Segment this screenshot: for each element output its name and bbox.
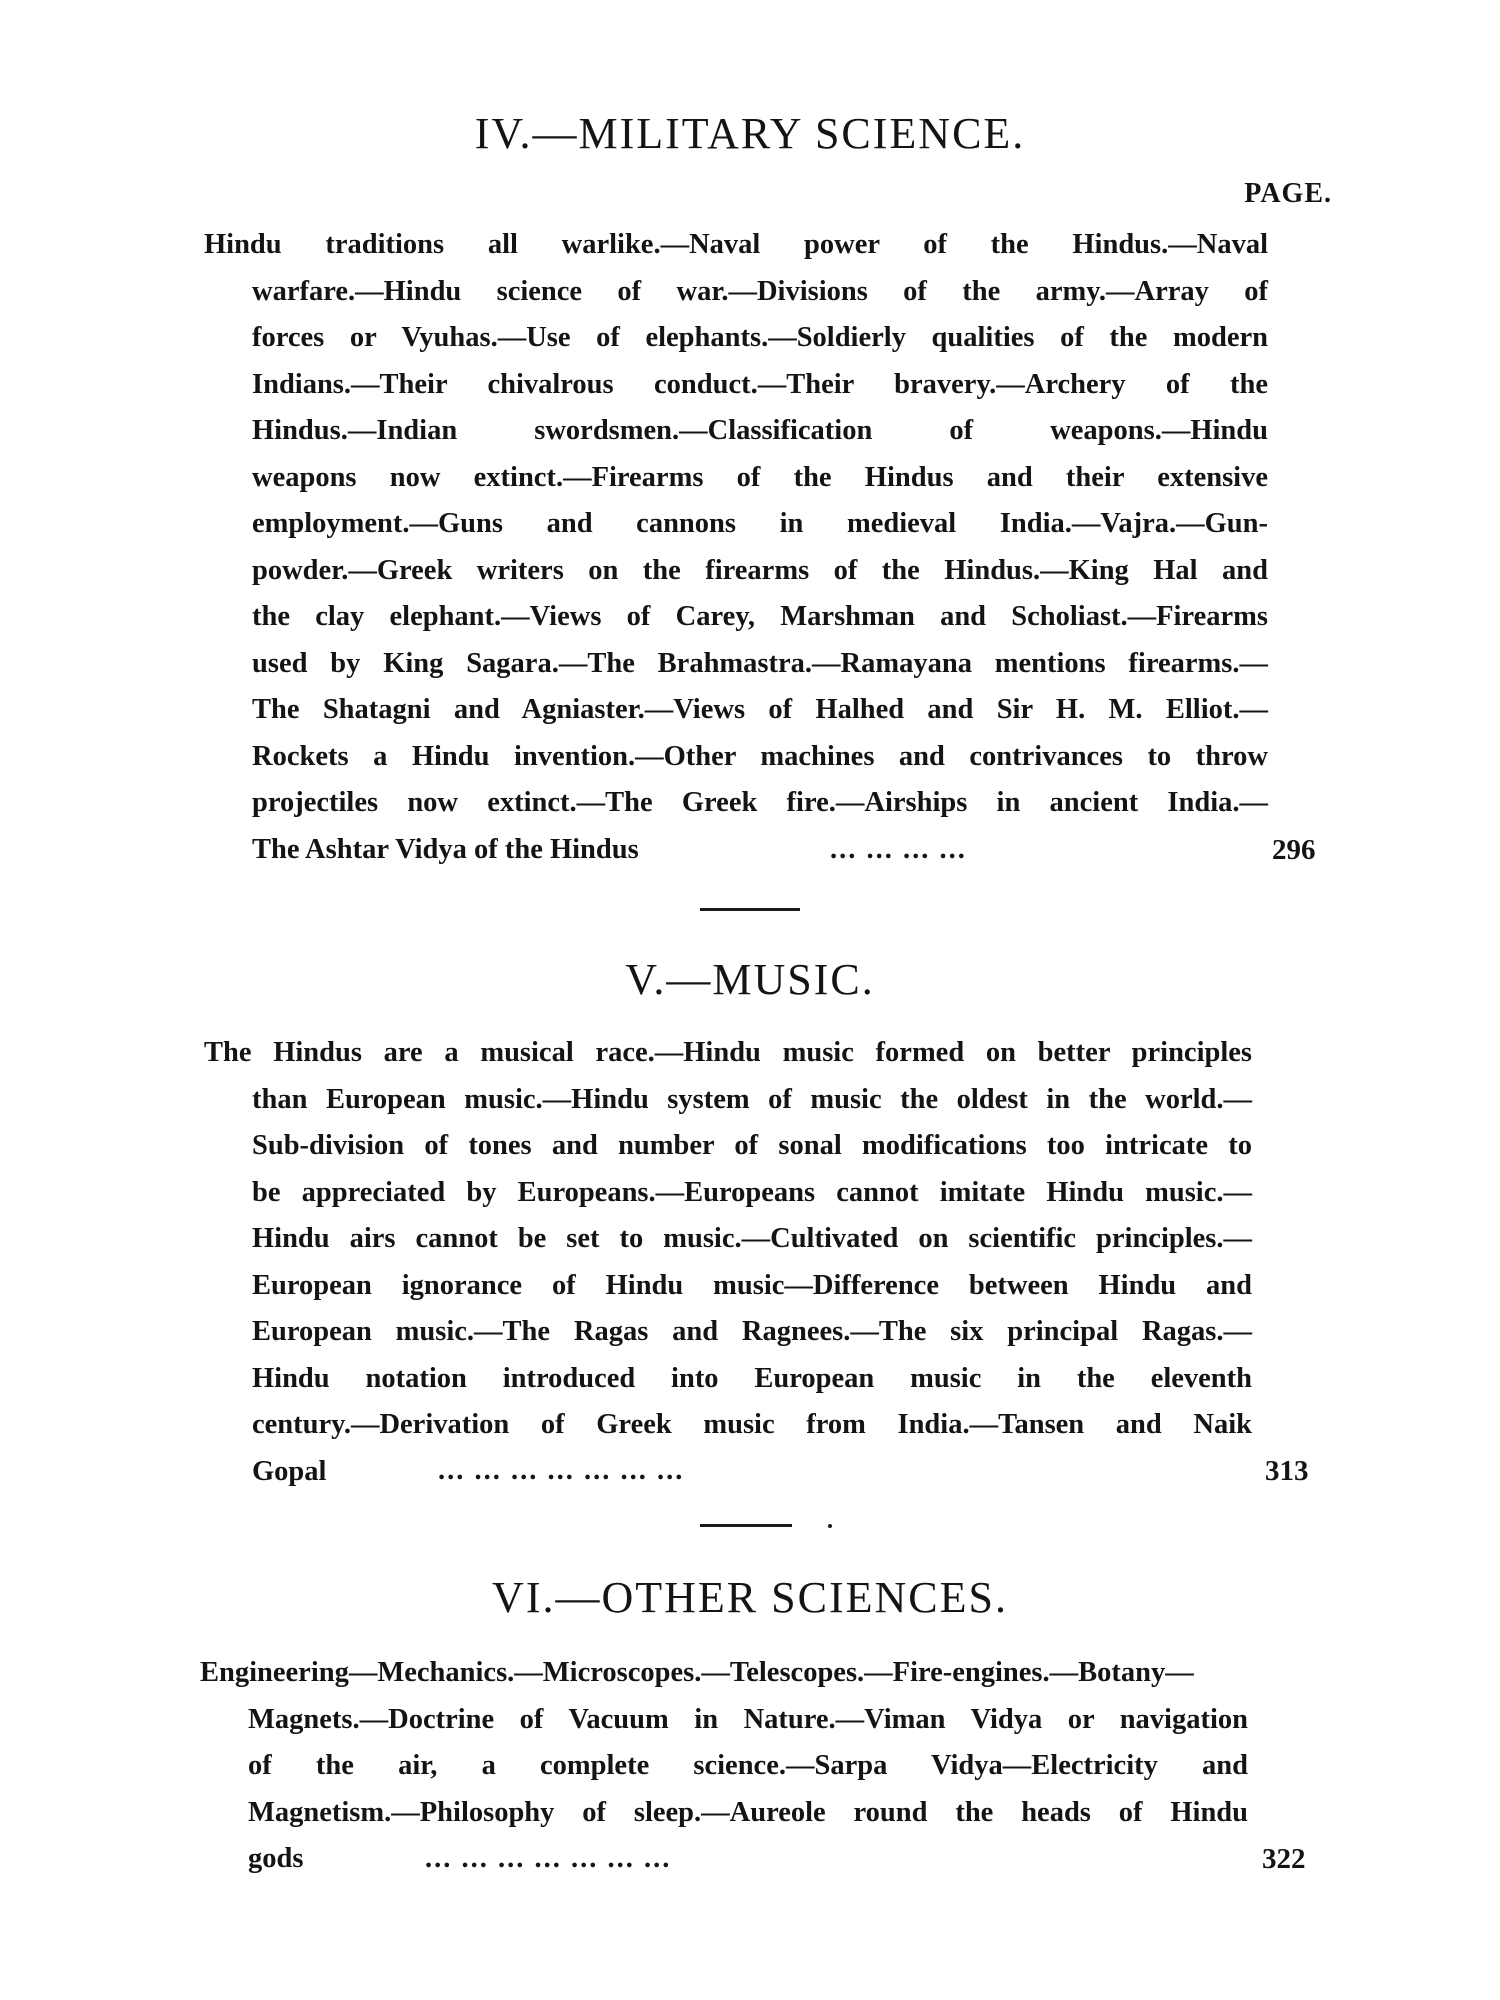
entry-line: European ignorance of Hindu music—Difference between Hindu and xyxy=(252,1269,1252,1301)
entry-line: powder.—Greek writers on the firearms of the Hindus.—King Hal and xyxy=(252,554,1268,586)
page-number: 322 xyxy=(1262,1843,1306,1875)
entry-line: be appreciated by Europeans.—Europeans cannot imitate Hindu music.— xyxy=(252,1176,1252,1208)
section-entry-other-sciences xyxy=(200,1650,1248,1883)
entry-line: projectiles now extinct.—The Greek fire.—Airships in ancient India.— xyxy=(252,787,1268,818)
entry-line: Sub-division of tones and number of sonal modifications too intricate to xyxy=(252,1130,1252,1161)
entry-line: Indians.—Their chivalrous conduct.—Their bravery.—Archery of the xyxy=(252,368,1268,400)
entry-line: gods xyxy=(248,1843,304,1874)
entry-line: Hindu traditions all warlike.—Naval power of the Hindus.—Naval xyxy=(204,229,1268,260)
entry-line: Rockets a Hindu invention.—Other machines and contrivances to throw xyxy=(252,740,1268,772)
page-number: 313 xyxy=(1265,1455,1309,1487)
entry-line: The Shatagni and Agniaster.—Views of Halhed and Sir H. M. Elliot.— xyxy=(252,694,1268,725)
section-heading-music: V.—MUSIC. xyxy=(625,955,875,1004)
section-heading-military-science: IV.—MILITARY SCIENCE. xyxy=(474,109,1026,158)
entry-line: Gopal xyxy=(252,1455,327,1487)
entry-line: European music.—The Ragas and Ragnees.—The six principal Ragas.— xyxy=(252,1316,1252,1347)
entry-line: Hindus.—Indian swordsmen.—Classification of weapons.—Hindu xyxy=(252,415,1268,446)
entry-line: The Ashtar Vidya of the Hindus xyxy=(252,833,639,865)
entry-line: weapons now extinct.—Firearms of the Hindus and their extensive xyxy=(252,461,1268,493)
entry-line: Magnetism.—Philosophy of sleep.—Aureole round the heads of Hindu xyxy=(248,1796,1248,1828)
section-entry-music xyxy=(204,1030,1252,1495)
entry-line: employment.—Guns and cannons in medieval India.—Vajra.—Gun- xyxy=(252,508,1268,539)
dot-leader: ... ... ... ... ... ... ... xyxy=(438,1455,685,1486)
entry-line: Engineering—Mechanics.—Microscopes.—Telescopes.—Fire-engines.—Botany— xyxy=(200,1657,1194,1688)
entry-line: of the air, a complete science.—Sarpa Vidya—Electricity and xyxy=(248,1750,1248,1781)
section-heading-other-sciences: VI.—OTHER SCIENCES. xyxy=(492,1573,1008,1622)
entry-line: the clay elephant.—Views of Carey, Marshman and Scholiast.—Firearms xyxy=(252,601,1268,632)
section-divider xyxy=(700,908,800,911)
entry-line: warfare.—Hindu science of war.—Divisions of the army.—Array of xyxy=(252,275,1268,307)
entry-line: The Hindus are a musical race.—Hindu music formed on better principles xyxy=(204,1037,1252,1068)
entry-line: century.—Derivation of Greek music from India.—Tansen and Naik xyxy=(252,1409,1252,1440)
entry-line: forces or Vyuhas.—Use of elephants.—Soldierly qualities of the modern xyxy=(252,322,1268,353)
entry-line: Hindu airs cannot be set to music.—Cultivated on scientific principles.— xyxy=(252,1223,1252,1254)
section-entry-military-science xyxy=(204,222,1268,873)
entry-line: than European music.—Hindu system of music the oldest in the world.— xyxy=(252,1083,1252,1115)
entry-line: Magnets.—Doctrine of Vacuum in Nature.—Viman Vidya or navigation xyxy=(248,1703,1248,1735)
entry-line: Hindu notation introduced into European music in the eleventh xyxy=(252,1362,1252,1394)
entry-line: used by King Sagara.—The Brahmastra.—Ramayana mentions firearms.— xyxy=(252,647,1268,679)
section-divider xyxy=(700,1524,792,1527)
dot-leader: ... ... ... ... ... ... ... xyxy=(425,1843,672,1874)
stray-dot xyxy=(828,1524,832,1528)
page-number: 296 xyxy=(1272,834,1316,866)
page-column-label: PAGE. xyxy=(1244,178,1332,209)
dot-leader: ... ... ... ... xyxy=(830,834,967,865)
